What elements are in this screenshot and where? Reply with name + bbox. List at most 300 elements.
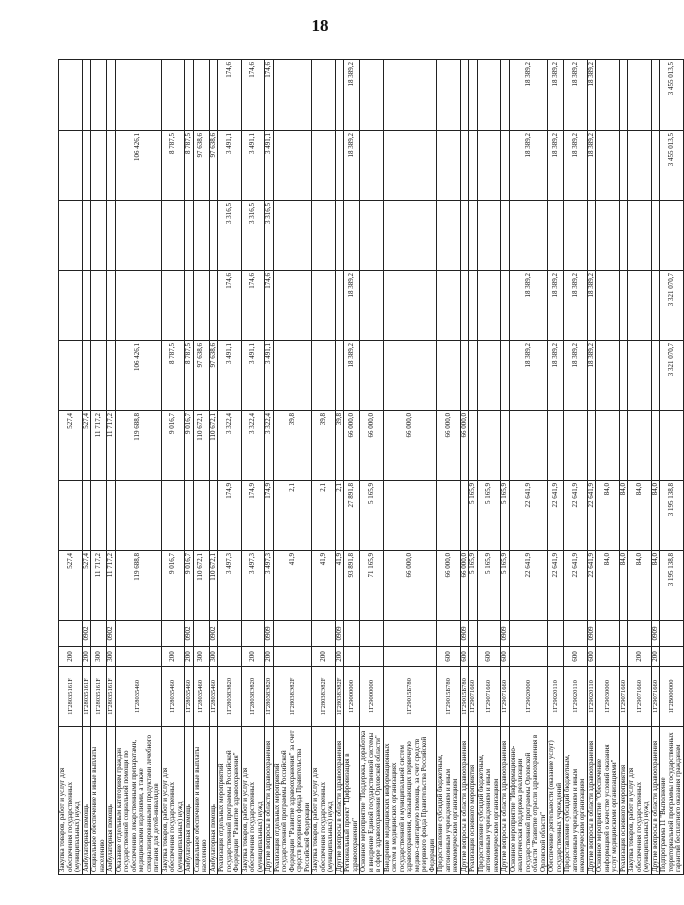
amount-2022-regional-cell xyxy=(460,60,469,131)
section-code-cell xyxy=(660,621,684,647)
amount-2021-cell: 97 638,6 xyxy=(209,341,218,411)
amount-2020-regional-cell: 22 641,9 xyxy=(564,481,588,551)
amount-2021-cell: 18 389,2 xyxy=(564,341,588,411)
expense-type-cell xyxy=(548,647,564,667)
amount-2021-regional-cell xyxy=(460,271,469,341)
rotated-table-frame xyxy=(58,60,682,875)
expense-type-cell xyxy=(218,647,242,667)
amount-2021-cell: 3 491,1 xyxy=(241,341,265,411)
amount-2022-cell xyxy=(360,131,384,201)
amount-2020-regional-cell: 22 641,9 xyxy=(587,481,596,551)
amount-2020-regional-cell xyxy=(59,481,83,551)
amount-2021-cell xyxy=(335,341,344,411)
amount-2020-cell: 84,0 xyxy=(619,551,628,621)
amount-2021-federal-cell: 3 316,5 xyxy=(241,201,265,271)
amount-2020-cell: 41,9 xyxy=(273,551,312,621)
amount-2021-cell xyxy=(628,341,652,411)
target-code-cell: 1Г29020000 xyxy=(509,667,548,727)
amount-2022-cell: 18 389,2 xyxy=(344,131,360,201)
expense-type-cell: 300 xyxy=(91,647,107,667)
amount-2020-federal-cell: 3 322,4 xyxy=(241,411,265,481)
amount-2021-federal-cell xyxy=(383,201,437,271)
table-row xyxy=(344,60,360,875)
expense-type-cell: 200 xyxy=(265,647,274,667)
table-row xyxy=(241,60,265,875)
budget-table xyxy=(58,59,684,875)
amount-2020-federal-cell: 527,4 xyxy=(82,411,91,481)
expense-type-cell: 200 xyxy=(628,647,652,667)
amount-2020-federal-cell xyxy=(619,411,628,481)
table-row xyxy=(619,60,628,875)
amount-2021-cell xyxy=(477,341,501,411)
amount-2021-regional-cell xyxy=(619,271,628,341)
target-code-cell: 1Г28038Э820 xyxy=(265,667,274,727)
amount-2020-regional-cell xyxy=(82,481,91,551)
amount-2021-regional-cell: 18 389,2 xyxy=(548,271,564,341)
amount-2020-cell: 66 000,0 xyxy=(437,551,461,621)
amount-2021-federal-cell xyxy=(548,201,564,271)
row-name-cell: Другие вопросы в области здравоохранения xyxy=(587,727,596,875)
amount-2021-regional-cell xyxy=(59,271,83,341)
amount-2021-cell xyxy=(460,341,469,411)
row-name-cell: Другие вопросы в области здравоохранения xyxy=(335,727,344,875)
amount-2022-regional-cell xyxy=(273,60,312,131)
table-row xyxy=(59,60,83,875)
amount-2021-federal-cell xyxy=(469,201,478,271)
amount-2021-regional-cell: 174,6 xyxy=(241,271,265,341)
amount-2020-regional-cell: 174,9 xyxy=(218,481,242,551)
expense-type-cell: 200 xyxy=(59,647,83,667)
amount-2021-regional-cell xyxy=(437,271,461,341)
table-row xyxy=(564,60,588,875)
amount-2020-federal-cell xyxy=(548,411,564,481)
row-name-cell: Закупка товаров, работ и услуг для обеспечения государственных (муниципальных) нужд xyxy=(628,727,652,875)
expense-type-cell: 200 xyxy=(161,647,185,667)
section-code-cell xyxy=(344,621,360,647)
row-name-cell: Другие вопросы в области здравоохранения xyxy=(460,727,469,875)
amount-2020-regional-cell: 2,1 xyxy=(273,481,312,551)
amount-2020-federal-cell: 66 000,0 xyxy=(360,411,384,481)
target-code-cell: 1Г2В000000 xyxy=(660,667,684,727)
target-code-cell: 1Г29020110 xyxy=(548,667,564,727)
amount-2021-regional-cell xyxy=(501,271,510,341)
amount-2022-regional-cell xyxy=(335,60,344,131)
amount-2020-federal-cell: 39,8 xyxy=(273,411,312,481)
amount-2021-cell: 18 389,2 xyxy=(509,341,548,411)
amount-2021-federal-cell xyxy=(628,201,652,271)
target-code-cell: 1Г28038Э820 xyxy=(218,667,242,727)
amount-2020-regional-cell: 174,9 xyxy=(265,481,274,551)
target-code-cell: 1Г28035161F xyxy=(59,667,83,727)
amount-2021-cell xyxy=(596,341,620,411)
table-row xyxy=(193,60,209,875)
amount-2020-regional-cell: 3 195 138,8 xyxy=(660,481,684,551)
target-code-cell: 1Г28035161F xyxy=(91,667,107,727)
amount-2022-cell xyxy=(383,131,437,201)
row-name-cell: Предоставление субсидий бюджетным, автономным учреждениям и иным некоммерческим организациям xyxy=(477,727,501,875)
table-row xyxy=(185,60,194,875)
amount-2020-regional-cell: 84,0 xyxy=(651,481,660,551)
amount-2022-regional-cell xyxy=(107,60,116,131)
amount-2021-regional-cell: 18 389,2 xyxy=(564,271,588,341)
table-row xyxy=(660,60,684,875)
amount-2020-regional-cell xyxy=(383,481,437,551)
section-code-cell xyxy=(548,621,564,647)
row-name-cell: Оказание отдельным категориям граждан государственной социальной помощи по обеспечению лекарственными препаратами, медицинскими изделиями, а также специализированными продуктами лечебного питания для детей-инвалидов xyxy=(115,727,161,875)
row-name-cell: Закупка товаров, работ и услуг для обеспечения государственных (муниципальных) нужд xyxy=(312,727,336,875)
section-code-cell xyxy=(273,621,312,647)
amount-2020-federal-cell xyxy=(596,411,620,481)
amount-2020-regional-cell: 174,9 xyxy=(241,481,265,551)
section-code-cell: 0909 xyxy=(265,621,274,647)
amount-2022-cell: 18 389,2 xyxy=(509,131,548,201)
expense-type-cell: 300 xyxy=(107,647,116,667)
row-name-cell: Социальное обеспечение и иные выплаты населению xyxy=(91,727,107,875)
amount-2020-regional-cell xyxy=(161,481,185,551)
table-row xyxy=(501,60,510,875)
expense-type-cell: 200 xyxy=(82,647,91,667)
row-name-cell: Закупка товаров, работ и услуг для обеспечения государственных (муниципальных) нужд xyxy=(59,727,83,875)
expense-type-cell: 200 xyxy=(335,647,344,667)
amount-2020-federal-cell xyxy=(469,411,478,481)
expense-type-cell: 200 xyxy=(312,647,336,667)
section-code-cell: 0902 xyxy=(209,621,218,647)
amount-2020-cell: 9 016,7 xyxy=(161,551,185,621)
amount-2020-regional-cell xyxy=(91,481,107,551)
section-code-cell xyxy=(469,621,478,647)
amount-2020-cell: 3 195 138,8 xyxy=(660,551,684,621)
target-code-cell: 1Г29015Б780 xyxy=(383,667,437,727)
amount-2020-cell: 5 165,9 xyxy=(477,551,501,621)
amount-2021-regional-cell xyxy=(312,271,336,341)
amount-2020-regional-cell xyxy=(193,481,209,551)
section-code-cell xyxy=(628,621,652,647)
amount-2021-cell: 3 321 070,7 xyxy=(660,341,684,411)
amount-2021-cell xyxy=(469,341,478,411)
amount-2020-regional-cell: 5 165,9 xyxy=(477,481,501,551)
row-name-cell: Внедрение медицинских информационных систем в медицинских организациях государственной и муниципальной систем здравоохранения, оказывающих первичную медико-санитарную помощь, за счет средств резервного фонда Правительства Российской Федерации xyxy=(383,727,437,875)
amount-2022-cell xyxy=(596,131,620,201)
section-code-cell: 0902 xyxy=(185,621,194,647)
row-name-cell: Региональный проект "Цифровизация в здравоохранении" xyxy=(344,727,360,875)
amount-2020-cell: 5 165,9 xyxy=(469,551,478,621)
amount-2020-federal-cell: 11 717,2 xyxy=(91,411,107,481)
amount-2022-cell: 97 638,6 xyxy=(193,131,209,201)
row-name-cell: Другие вопросы в области здравоохранения xyxy=(501,727,510,875)
amount-2021-cell: 18 389,2 xyxy=(548,341,564,411)
section-code-cell: 0902 xyxy=(107,621,116,647)
amount-2020-cell: 9 016,7 xyxy=(185,551,194,621)
amount-2020-cell: 93 891,8 xyxy=(344,551,360,621)
section-code-cell: 0909 xyxy=(460,621,469,647)
table-row xyxy=(273,60,312,875)
amount-2021-federal-cell xyxy=(596,201,620,271)
amount-2021-cell xyxy=(651,341,660,411)
amount-2021-federal-cell xyxy=(185,201,194,271)
amount-2020-federal-cell xyxy=(564,411,588,481)
amount-2021-cell xyxy=(273,341,312,411)
amount-2020-cell: 527,4 xyxy=(59,551,83,621)
target-code-cell: 1Г29071660 xyxy=(477,667,501,727)
amount-2021-cell: 8 787,5 xyxy=(185,341,194,411)
amount-2022-cell xyxy=(59,131,83,201)
expense-type-cell: 200 xyxy=(241,647,265,667)
amount-2020-federal-cell: 66 000,0 xyxy=(383,411,437,481)
expense-type-cell: 200 xyxy=(185,647,194,667)
row-name-cell: Реализация основного мероприятия xyxy=(469,727,478,875)
amount-2022-cell xyxy=(460,131,469,201)
amount-2021-regional-cell: 3 321 070,7 xyxy=(660,271,684,341)
amount-2020-regional-cell xyxy=(209,481,218,551)
table-row xyxy=(161,60,185,875)
expense-type-cell: 600 xyxy=(477,647,501,667)
amount-2021-regional-cell: 18 389,2 xyxy=(344,271,360,341)
amount-2020-cell: 84,0 xyxy=(596,551,620,621)
amount-2020-federal-cell: 11 717,2 xyxy=(107,411,116,481)
target-code-cell: 1Г28035460 xyxy=(193,667,209,727)
amount-2020-cell: 22 641,9 xyxy=(548,551,564,621)
amount-2020-federal-cell xyxy=(509,411,548,481)
amount-2022-cell xyxy=(469,131,478,201)
amount-2020-regional-cell: 22 641,9 xyxy=(509,481,548,551)
expense-type-cell xyxy=(360,647,384,667)
expense-type-cell: 600 xyxy=(564,647,588,667)
amount-2022-regional-cell xyxy=(59,60,83,131)
amount-2022-regional-cell: 18 389,2 xyxy=(548,60,564,131)
section-code-cell: 0909 xyxy=(335,621,344,647)
amount-2021-cell: 106 426,1 xyxy=(115,341,161,411)
target-code-cell: 1Г29071660 xyxy=(628,667,652,727)
table-row xyxy=(587,60,596,875)
amount-2020-federal-cell: 3 322,4 xyxy=(265,411,274,481)
section-code-cell xyxy=(241,621,265,647)
target-code-cell: 1Г28038Э82F xyxy=(335,667,344,727)
amount-2022-cell: 3 491,1 xyxy=(218,131,242,201)
row-name-cell: Реализация основного мероприятия xyxy=(619,727,628,875)
amount-2020-cell: 110 672,1 xyxy=(209,551,218,621)
row-name-cell: Другие вопросы в области здравоохранения xyxy=(651,727,660,875)
amount-2021-cell xyxy=(360,341,384,411)
table-row xyxy=(477,60,501,875)
target-code-cell: 1Г29000000 xyxy=(344,667,360,727)
target-code-cell: 1Г28035460 xyxy=(161,667,185,727)
expense-type-cell: 600 xyxy=(437,647,461,667)
row-name-cell: Реализация отдельных мероприятий государственной программы Российской Федерации "Развитие здравоохранения" xyxy=(218,727,242,875)
section-code-cell xyxy=(312,621,336,647)
amount-2021-federal-cell xyxy=(360,201,384,271)
expense-type-cell xyxy=(660,647,684,667)
amount-2020-cell: 5 165,9 xyxy=(501,551,510,621)
amount-2020-regional-cell: 84,0 xyxy=(619,481,628,551)
row-name-cell: Основное мероприятие "Поддержка, доработка и внедрение Единой государственной системы в сфере здравоохранения Орловской области" xyxy=(360,727,384,875)
table-row xyxy=(437,60,461,875)
amount-2021-federal-cell xyxy=(161,201,185,271)
amount-2022-regional-cell xyxy=(437,60,461,131)
amount-2021-regional-cell xyxy=(651,271,660,341)
amount-2021-federal-cell xyxy=(437,201,461,271)
amount-2020-cell: 84,0 xyxy=(628,551,652,621)
amount-2021-federal-cell xyxy=(460,201,469,271)
amount-2020-cell: 66 000,0 xyxy=(460,551,469,621)
target-code-cell: 1Г29015Б780 xyxy=(437,667,461,727)
amount-2021-cell xyxy=(437,341,461,411)
amount-2020-cell: 110 672,1 xyxy=(193,551,209,621)
section-code-cell xyxy=(218,621,242,647)
amount-2021-regional-cell xyxy=(161,271,185,341)
amount-2022-cell xyxy=(273,131,312,201)
amount-2022-cell xyxy=(501,131,510,201)
amount-2020-federal-cell: 3 322,4 xyxy=(218,411,242,481)
amount-2020-regional-cell xyxy=(115,481,161,551)
amount-2021-cell xyxy=(91,341,107,411)
amount-2022-cell xyxy=(628,131,652,201)
section-code-cell xyxy=(383,621,437,647)
target-code-cell: 1Г28035161F xyxy=(107,667,116,727)
amount-2022-cell: 8 787,5 xyxy=(185,131,194,201)
amount-2020-cell: 41,9 xyxy=(335,551,344,621)
amount-2020-federal-cell: 110 672,1 xyxy=(193,411,209,481)
amount-2020-federal-cell xyxy=(651,411,660,481)
section-code-cell: 0902 xyxy=(82,621,91,647)
amount-2021-federal-cell xyxy=(564,201,588,271)
amount-2021-federal-cell xyxy=(59,201,83,271)
row-name-cell: Другие вопросы в области здравоохранения xyxy=(265,727,274,875)
target-code-cell: 1Г29071660 xyxy=(651,667,660,727)
amount-2022-cell xyxy=(335,131,344,201)
amount-2021-regional-cell xyxy=(383,271,437,341)
amount-2022-regional-cell xyxy=(469,60,478,131)
amount-2021-federal-cell: 3 316,5 xyxy=(218,201,242,271)
expense-type-cell: 600 xyxy=(501,647,510,667)
amount-2021-cell: 97 638,6 xyxy=(193,341,209,411)
target-code-cell: 1Г28035460 xyxy=(115,667,161,727)
section-code-cell xyxy=(619,621,628,647)
amount-2021-regional-cell: 174,6 xyxy=(265,271,274,341)
row-name-cell: Закупка товаров, работ и услуг для обеспечения государственных (муниципальных) нужд xyxy=(241,727,265,875)
expense-type-cell xyxy=(509,647,548,667)
amount-2020-regional-cell xyxy=(437,481,461,551)
amount-2021-federal-cell xyxy=(660,201,684,271)
section-code-cell xyxy=(509,621,548,647)
amount-2021-federal-cell xyxy=(115,201,161,271)
amount-2021-cell xyxy=(107,341,116,411)
amount-2022-cell xyxy=(477,131,501,201)
amount-2021-cell xyxy=(82,341,91,411)
amount-2021-regional-cell xyxy=(193,271,209,341)
amount-2021-cell xyxy=(312,341,336,411)
amount-2022-regional-cell: 174,6 xyxy=(265,60,274,131)
amount-2022-cell xyxy=(312,131,336,201)
row-name-cell: Амбулаторная помощь xyxy=(107,727,116,875)
amount-2021-federal-cell xyxy=(91,201,107,271)
table-row xyxy=(460,60,469,875)
table-row xyxy=(469,60,478,875)
page-number: 18 xyxy=(311,16,329,35)
amount-2020-federal-cell: 66 000,0 xyxy=(460,411,469,481)
target-code-cell: 1Г29071660 xyxy=(501,667,510,727)
amount-2021-regional-cell: 18 389,2 xyxy=(509,271,548,341)
amount-2021-federal-cell xyxy=(209,201,218,271)
amount-2021-federal-cell xyxy=(619,201,628,271)
amount-2020-regional-cell xyxy=(107,481,116,551)
amount-2022-cell: 18 389,2 xyxy=(564,131,588,201)
amount-2021-federal-cell xyxy=(509,201,548,271)
amount-2021-cell: 3 491,1 xyxy=(265,341,274,411)
amount-2021-regional-cell xyxy=(115,271,161,341)
target-code-cell: 1Г28038Э82F xyxy=(312,667,336,727)
amount-2020-cell: 119 688,8 xyxy=(115,551,161,621)
amount-2021-regional-cell xyxy=(82,271,91,341)
amount-2020-federal-cell: 9 016,7 xyxy=(185,411,194,481)
amount-2020-federal-cell: 119 688,8 xyxy=(115,411,161,481)
expense-type-cell: 600 xyxy=(587,647,596,667)
amount-2021-regional-cell xyxy=(185,271,194,341)
amount-2020-regional-cell: 5 165,9 xyxy=(469,481,478,551)
amount-2022-regional-cell xyxy=(383,60,437,131)
target-code-cell: 1Г29071660 xyxy=(469,667,478,727)
target-code-cell: 1Г28035460 xyxy=(185,667,194,727)
amount-2020-regional-cell: 27 891,8 xyxy=(344,481,360,551)
section-code-cell xyxy=(596,621,620,647)
amount-2021-regional-cell: 18 389,2 xyxy=(587,271,596,341)
section-code-cell: 0909 xyxy=(501,621,510,647)
amount-2021-regional-cell: 174,6 xyxy=(218,271,242,341)
amount-2021-federal-cell xyxy=(344,201,360,271)
amount-2022-regional-cell xyxy=(360,60,384,131)
row-name-cell: Основное мероприятие "Информационно-аналитическая поддержка реализации государственной программы Орловской области "Развитие отрасли здравоохранения в Орловской области" xyxy=(509,727,548,875)
amount-2020-cell: 41,9 xyxy=(312,551,336,621)
amount-2021-federal-cell xyxy=(312,201,336,271)
amount-2020-regional-cell: 5 165,9 xyxy=(501,481,510,551)
amount-2021-federal-cell xyxy=(273,201,312,271)
amount-2020-cell: 66 000,0 xyxy=(383,551,437,621)
amount-2021-federal-cell xyxy=(651,201,660,271)
amount-2021-cell: 18 389,2 xyxy=(587,341,596,411)
section-code-cell xyxy=(193,621,209,647)
expense-type-cell xyxy=(344,647,360,667)
amount-2022-cell: 18 389,2 xyxy=(548,131,564,201)
amount-2022-cell: 3 491,1 xyxy=(265,131,274,201)
row-name-cell: Социальное обеспечение и иные выплаты населению xyxy=(193,727,209,875)
budget-table-body xyxy=(59,60,684,875)
amount-2021-cell: 8 787,5 xyxy=(161,341,185,411)
table-row xyxy=(218,60,242,875)
row-name-cell: Амбулаторная помощь xyxy=(82,727,91,875)
section-code-cell xyxy=(437,621,461,647)
amount-2021-regional-cell xyxy=(335,271,344,341)
row-name-cell: Предоставление субсидий бюджетным, автономным учреждениям и иным некоммерческим организациям xyxy=(564,727,588,875)
amount-2022-regional-cell xyxy=(209,60,218,131)
target-code-cell: 1Г28038Э82F xyxy=(273,667,312,727)
amount-2022-regional-cell xyxy=(91,60,107,131)
amount-2022-cell: 3 491,1 xyxy=(241,131,265,201)
amount-2022-regional-cell xyxy=(596,60,620,131)
row-name-cell: Подпрограмма 11 "Выполнение территориальной программы государственных гарантий бесплатного оказания гражданам xyxy=(660,727,684,875)
amount-2021-federal-cell xyxy=(501,201,510,271)
expense-type-cell: 300 xyxy=(193,647,209,667)
amount-2020-cell: 22 641,9 xyxy=(564,551,588,621)
amount-2020-regional-cell: 84,0 xyxy=(628,481,652,551)
amount-2021-cell xyxy=(59,341,83,411)
expense-type-cell: 600 xyxy=(460,647,469,667)
expense-type-cell xyxy=(383,647,437,667)
section-code-cell xyxy=(161,621,185,647)
target-code-cell: 1Г28038Э820 xyxy=(241,667,265,727)
section-code-cell xyxy=(91,621,107,647)
amount-2020-federal-cell: 527,4 xyxy=(59,411,83,481)
amount-2021-federal-cell xyxy=(335,201,344,271)
amount-2021-regional-cell xyxy=(628,271,652,341)
